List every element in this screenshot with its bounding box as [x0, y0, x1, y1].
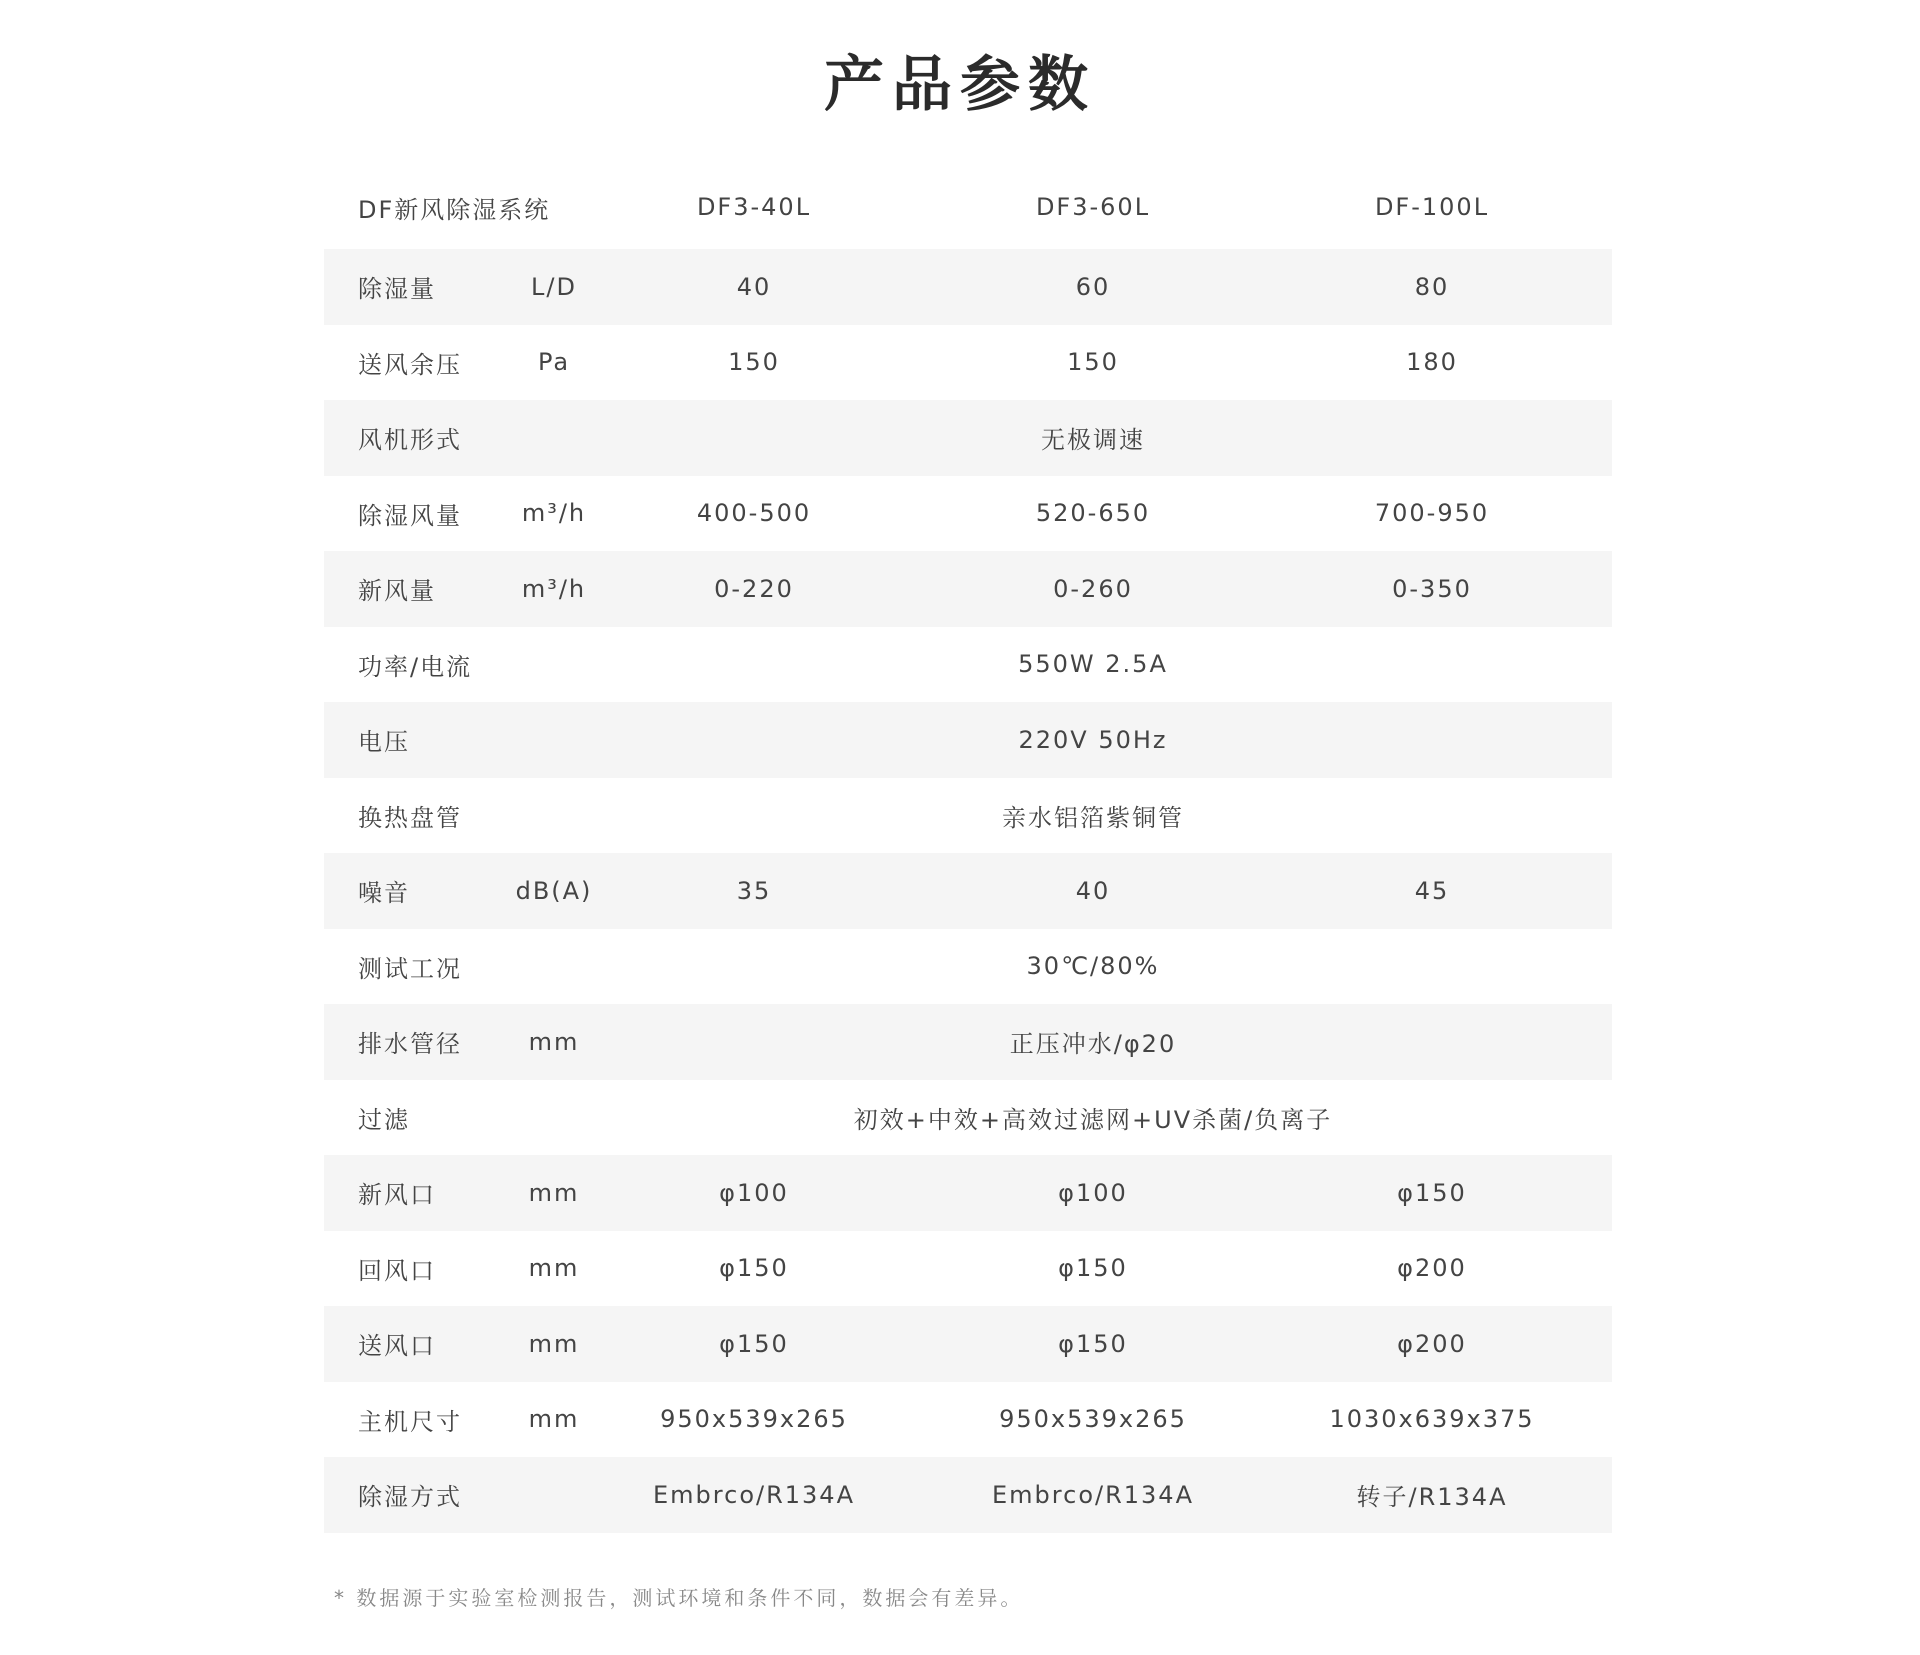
param-unit: mm [528, 1405, 580, 1434]
param-name: 主机尺寸 [358, 1407, 462, 1436]
param-value-all-models: 初效+中效+高效过滤网+UV杀菌/负离子 [853, 1105, 1333, 1134]
param-unit: mm [528, 1178, 580, 1207]
param-unit: mm [528, 1027, 580, 1056]
param-value-model-3: 转子/R134A [1356, 1483, 1508, 1512]
table-row [324, 853, 1612, 929]
table-row [324, 325, 1612, 401]
model-header-1: DF3-40L [696, 193, 812, 221]
param-value-model-3: 180 [1406, 348, 1458, 377]
param-value-model-2: 60 [1075, 272, 1111, 301]
param-value-model-3: 0-350 [1392, 574, 1472, 603]
param-value-model-1: φ150 [719, 1329, 789, 1358]
param-name: 排水管径 [358, 1030, 462, 1059]
param-name: 回风口 [358, 1256, 436, 1285]
param-unit: m³/h [521, 574, 587, 603]
param-value-model-1: φ150 [719, 1254, 789, 1283]
param-value-model-1: 0-220 [714, 574, 794, 603]
param-name: 噪音 [358, 879, 410, 908]
table-row [324, 400, 1612, 476]
param-value-model-2: φ150 [1058, 1254, 1128, 1283]
table-row [324, 1382, 1612, 1458]
param-name: 除湿方式 [358, 1483, 462, 1512]
table-row [324, 476, 1612, 552]
table-row [324, 551, 1612, 627]
param-unit: m³/h [521, 499, 587, 528]
spec-rows [324, 249, 1612, 1533]
param-value-all-models: 220V 50Hz [1018, 725, 1168, 754]
footnote: * 数据源于实验室检测报告，测试环境和条件不同，数据会有差异。 [334, 1586, 1024, 1610]
table-row [324, 702, 1612, 778]
model-header-2: DF3-60L [1035, 193, 1151, 221]
param-name: 新风口 [358, 1181, 436, 1210]
param-value-all-models: 正压冲水/φ20 [1009, 1030, 1177, 1059]
param-value-all-models: 亲水铝箔紫铜管 [1002, 803, 1184, 832]
param-name: 新风量 [358, 577, 436, 606]
table-row [324, 1306, 1612, 1382]
param-value-all-models: 30℃/80% [1026, 952, 1160, 981]
table-row [324, 249, 1612, 325]
param-name: 测试工况 [358, 954, 462, 983]
param-value-model-3: φ200 [1397, 1254, 1467, 1283]
param-value-all-models: 无极调速 [1041, 426, 1145, 455]
param-name: 换热盘管 [358, 803, 462, 832]
param-name: 送风余压 [358, 350, 462, 379]
param-value-all-models: 550W 2.5A [1018, 650, 1168, 679]
table-row [324, 1231, 1612, 1307]
param-value-model-2: 520-650 [1035, 499, 1151, 528]
table-row [324, 1155, 1612, 1231]
param-value-model-1: 150 [728, 348, 780, 377]
param-value-model-1: φ100 [719, 1178, 789, 1207]
table-header-row [324, 165, 1612, 249]
param-value-model-3: 45 [1414, 876, 1450, 905]
param-value-model-1: 35 [736, 876, 772, 905]
param-value-model-3: 80 [1414, 272, 1450, 301]
param-value-model-2: 950x539x265 [999, 1405, 1187, 1434]
table-row [324, 627, 1612, 703]
param-value-model-2: φ100 [1058, 1178, 1128, 1207]
table-row [324, 1457, 1612, 1533]
param-name: 功率/电流 [358, 652, 473, 681]
spec-table [324, 165, 1612, 1533]
param-value-model-2: Embrco/R134A [992, 1480, 1194, 1509]
param-value-model-3: φ150 [1397, 1178, 1467, 1207]
table-row [324, 1080, 1612, 1156]
param-value-model-3: φ200 [1397, 1329, 1467, 1358]
param-value-model-3: 1030x639x375 [1329, 1405, 1535, 1434]
param-unit: Pa [537, 348, 571, 377]
param-value-model-1: 400-500 [696, 499, 812, 528]
model-header-3: DF-100L [1374, 193, 1490, 221]
param-value-model-2: 40 [1075, 876, 1111, 905]
table-row [324, 929, 1612, 1005]
param-value-model-1: 950x539x265 [660, 1405, 848, 1434]
param-name: 除湿风量 [358, 501, 462, 530]
table-row [324, 1004, 1612, 1080]
page-title: 产品参数 [824, 50, 1096, 120]
table-row [324, 778, 1612, 854]
param-unit: L/D [531, 272, 577, 301]
param-name: 风机形式 [358, 426, 462, 455]
param-unit: mm [528, 1329, 580, 1358]
param-value-model-2: 150 [1067, 348, 1119, 377]
param-name: 送风口 [358, 1332, 436, 1361]
param-value-model-1: Embrco/R134A [653, 1480, 855, 1509]
param-value-model-2: φ150 [1058, 1329, 1128, 1358]
param-unit: mm [528, 1254, 580, 1283]
series-label: DF新风除湿系统 [358, 195, 551, 224]
param-unit: dB(A) [515, 876, 593, 905]
param-name: 电压 [358, 728, 410, 757]
param-value-model-1: 40 [736, 272, 772, 301]
param-name: 除湿量 [358, 275, 436, 304]
param-name: 过滤 [358, 1105, 410, 1134]
param-value-model-2: 0-260 [1053, 574, 1133, 603]
param-value-model-3: 700-950 [1374, 499, 1490, 528]
